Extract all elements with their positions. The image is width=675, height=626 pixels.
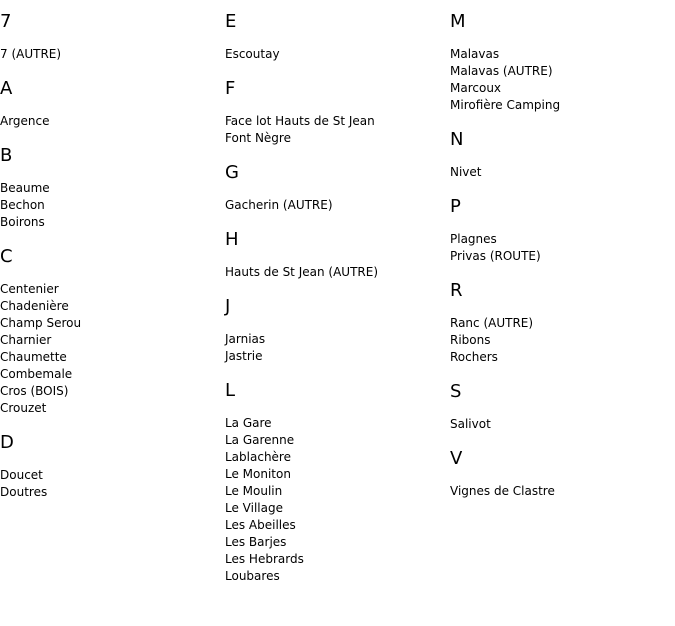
street-entry[interactable]: Jastrie: [225, 349, 263, 363]
index-column-1: [0, 12, 220, 517]
entry-list: [450, 46, 670, 114]
letter-heading: C: [0, 246, 13, 267]
entry-list: [225, 331, 445, 365]
entry-list: [0, 180, 220, 231]
letter-heading: P: [450, 196, 461, 217]
letter-group: [0, 146, 220, 231]
letter-heading: 7: [0, 11, 12, 32]
letter-group: [450, 449, 670, 500]
letter-group: [225, 297, 445, 365]
street-entry[interactable]: Centenier: [0, 282, 59, 296]
street-entry[interactable]: Les Hebrards: [225, 552, 304, 566]
entry-list: [450, 483, 670, 500]
street-entry[interactable]: Font Nègre: [225, 131, 291, 145]
street-entry[interactable]: Marcoux: [450, 81, 502, 95]
street-entry[interactable]: Champ Serou: [0, 316, 82, 330]
street-entry[interactable]: Loubares: [225, 569, 280, 583]
entry-list: [225, 415, 445, 585]
street-entry[interactable]: Cros (BOIS): [0, 384, 69, 398]
index-column-3: [450, 12, 670, 516]
letter-group: [225, 163, 445, 214]
street-entry[interactable]: Ribons: [450, 333, 491, 347]
letter-heading: B: [0, 145, 13, 166]
letter-group: [0, 79, 220, 130]
letter-group: [0, 433, 220, 501]
letter-heading: S: [450, 381, 462, 402]
street-entry[interactable]: Vignes de Clastre: [450, 484, 555, 498]
street-entry[interactable]: Chadenière: [0, 299, 69, 313]
index-column-2: [225, 12, 445, 601]
letter-group: [450, 382, 670, 433]
letter-group: [225, 12, 445, 63]
letter-heading: F: [225, 78, 236, 99]
letter-group: [450, 130, 670, 181]
letter-heading: V: [450, 448, 463, 469]
street-entry[interactable]: Chaumette: [0, 350, 67, 364]
street-entry[interactable]: Ranc (AUTRE): [450, 316, 534, 330]
street-entry[interactable]: La Garenne: [225, 433, 295, 447]
street-entry[interactable]: Face lot Hauts de St Jean: [225, 114, 375, 128]
street-entry[interactable]: Jarnias: [225, 332, 266, 346]
entry-list: [450, 164, 670, 181]
street-entry[interactable]: 7 (AUTRE): [0, 47, 62, 61]
street-entry[interactable]: Malavas (AUTRE): [450, 64, 553, 78]
street-entry[interactable]: Le Moniton: [225, 467, 291, 481]
street-entry[interactable]: Nivet: [450, 165, 482, 179]
street-entry[interactable]: Le Moulin: [225, 484, 283, 498]
entry-list: [450, 315, 670, 366]
street-entry[interactable]: Escoutay: [225, 47, 280, 61]
street-entry[interactable]: Combemale: [0, 367, 73, 381]
letter-group: [225, 79, 445, 147]
street-entry[interactable]: Hauts de St Jean (AUTRE): [225, 265, 379, 279]
street-entry[interactable]: Les Barjes: [225, 535, 287, 549]
street-entry[interactable]: Malavas: [450, 47, 500, 61]
letter-group: [450, 12, 670, 114]
letter-group: [0, 12, 220, 63]
entry-list: [0, 113, 220, 130]
entry-list: [225, 113, 445, 147]
street-entry[interactable]: Argence: [0, 114, 50, 128]
entry-list: [225, 197, 445, 214]
letter-group: [225, 230, 445, 281]
entry-list: [450, 231, 670, 265]
letter-heading: L: [225, 380, 236, 401]
street-entry[interactable]: Salivot: [450, 417, 491, 431]
entry-list: [450, 416, 670, 433]
street-entry[interactable]: Crouzet: [0, 401, 47, 415]
letter-heading: N: [450, 129, 464, 150]
street-entry[interactable]: Les Abeilles: [225, 518, 296, 532]
street-entry[interactable]: Boirons: [0, 215, 45, 229]
letter-group: [450, 281, 670, 366]
entry-list: [225, 46, 445, 63]
letter-heading: R: [450, 280, 463, 301]
letter-heading: A: [0, 78, 13, 99]
letter-heading: J: [225, 296, 231, 317]
letter-group: [450, 197, 670, 265]
street-entry[interactable]: Mirofière Camping: [450, 98, 561, 112]
entry-list: [0, 281, 220, 417]
letter-heading: G: [225, 162, 239, 183]
street-entry[interactable]: Doutres: [0, 485, 48, 499]
street-entry[interactable]: Lablachère: [225, 450, 291, 464]
street-entry[interactable]: Privas (ROUTE): [450, 249, 541, 263]
street-entry[interactable]: Rochers: [450, 350, 498, 364]
street-entry[interactable]: Gacherin (AUTRE): [225, 198, 333, 212]
letter-heading: M: [450, 11, 466, 32]
street-entry[interactable]: Charnier: [0, 333, 52, 347]
letter-group: [0, 247, 220, 417]
street-entry[interactable]: La Gare: [225, 416, 272, 430]
letter-heading: H: [225, 229, 239, 250]
letter-heading: D: [0, 432, 14, 453]
street-entry[interactable]: Plagnes: [450, 232, 497, 246]
letter-group: [225, 381, 445, 585]
street-entry[interactable]: Doucet: [0, 468, 43, 482]
entry-list: [0, 467, 220, 501]
street-entry[interactable]: Bechon: [0, 198, 45, 212]
street-entry[interactable]: Beaume: [0, 181, 50, 195]
entry-list: [225, 264, 445, 281]
street-entry[interactable]: Le Village: [225, 501, 283, 515]
letter-heading: E: [225, 11, 237, 32]
entry-list: [0, 46, 220, 63]
